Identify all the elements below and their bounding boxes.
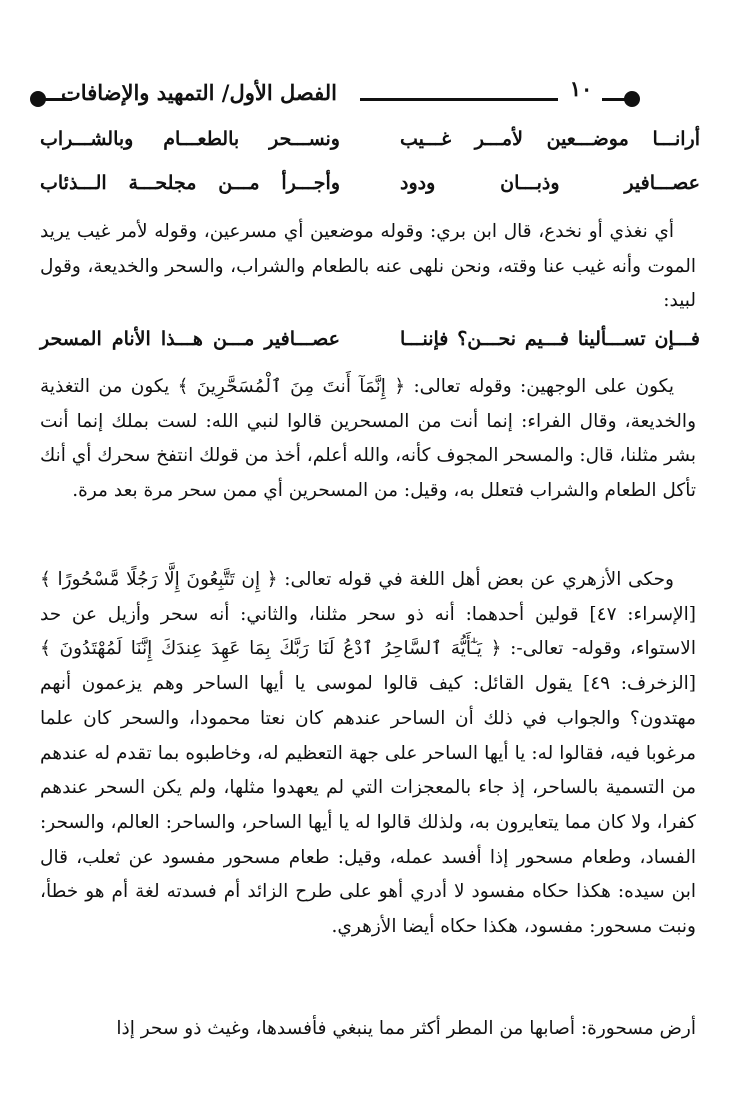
chapter-title: الفصل الأول/ التمهيد والإضافات [61, 80, 337, 105]
poem-verse-1 [40, 128, 700, 168]
poem-verse-3 [40, 328, 700, 368]
verse-first-hemistich: فـــإن تســـألينا فـــيم نحـــن؟ فإننـــا [400, 328, 700, 350]
page-number: ١٠ [569, 76, 593, 101]
paragraph-2 [40, 370, 696, 509]
verse-second-hemistich: ونســـحر بالطعـــام وبالشـــراب [40, 128, 340, 150]
right-rule [602, 98, 626, 101]
paragraph-1-text: أي نغذي أو نخدع، قال ابن بري: وقوله موضعين أي مسرعين، وقوله لأمر غيب يريد الموت وأنه غيب عنا وقته، ونحن نلهى عنه بالطعام والشراب، والسحر والخديعة، وقول لبيد: [40, 221, 696, 312]
paragraph-4 [40, 1012, 696, 1047]
poem-verse-2 [40, 172, 700, 212]
center-rule [360, 98, 558, 101]
verse-second-hemistich: عصـــافير مـــن هـــذا الأنام المسحر [40, 328, 340, 350]
paragraph-1 [40, 215, 696, 319]
running-header [0, 72, 736, 118]
paragraph-3-text: وحكى الأزهري عن بعض أهل اللغة في قوله تعالى: ﴿ إِن تَتَّبِعُونَ إِلَّا رَجُلًا مَّسْحُورًا ﴾ [الإسراء: ٤٧] قولين أحدهما: أنه ذو سحر مثلنا، والثاني: أنه سحر وأزيل عن حد الاستواء، وقوله- تعالى-: ﴿ يَـٰٓأَيُّهَ ٱلسَّاحِرُ ٱدْعُ لَنَا رَبَّكَ بِمَا عَهِدَ عِندَكَ إِنَّنَا لَمُهْتَدُونَ ﴾ [الزخرف: ٤٩] يقول القائل: كيف قالوا لموسى يا أيها الساحر وهم يزعمون أنهم مهتدون؟ والجواب في ذلك أن الساحر عندهم كان نعتا محمودا، والسحر كان علما مرغوبا فيه، فقالوا له: يا أيها الساحر على جهة التعظيم له، وخاطبوه بما تقدم له عندهم من التسمية بالساحر، إذ جاء بالمعجزات التي لم يعهدوا مثلها، ولم يكن السحر عندهم كفرا، ولا كان مما يتعايرون به، ولذلك قالوا له يا أيها الساحر، والساحر: العالم، والسحر: الفساد، وطعام مسحور إذا أفسد عمله، وقيل: طعام مسحور مفسود عن ثعلب، قال ابن سيده: هكذا حكاه مفسود لا أدري أهو على طرح الزائد أم فسدته لغة أم هو خطأ، ونبت مسحور: مفسود، هكذا حكاه أيضا الأزهري. [40, 569, 697, 938]
verse-first-hemistich: أرانـــا موضـــعين لأمـــر غـــيب [400, 128, 700, 150]
paragraph-3 [40, 563, 696, 945]
paragraph-2-text: يكون على الوجهين: وقوله تعالى: ﴿ إِنَّمَآ أَنتَ مِنَ ٱلْمُسَحَّرِينَ ﴾ يكون من التغذية والخديعة، وقال الفراء: إنما أنت من المسحرين قالوا لنبي الله: لست بملك إنما أنت بشر مثلنا، قال: والمسحر المجوف كأنه، والله أعلم، أخذ من قولك انتفخ سحرك أي أنك تأكل الطعام والشراب فتعلل به، وقيل: من المسحرين أي ممن سحر مرة بعد مرة. [40, 376, 696, 502]
right-dot-ornament [624, 91, 640, 107]
paragraph-4-text: أرض مسحورة: أصابها من المطر أكثر مما ينبغي فأفسدها، وغيث ذو سحر إذا [116, 1018, 696, 1039]
verse-first-hemistich: عصـــافير وذبـــان ودود [400, 172, 700, 194]
verse-second-hemistich: وأجـــرأ مـــن مجلحـــة الـــذئاب [40, 172, 340, 194]
